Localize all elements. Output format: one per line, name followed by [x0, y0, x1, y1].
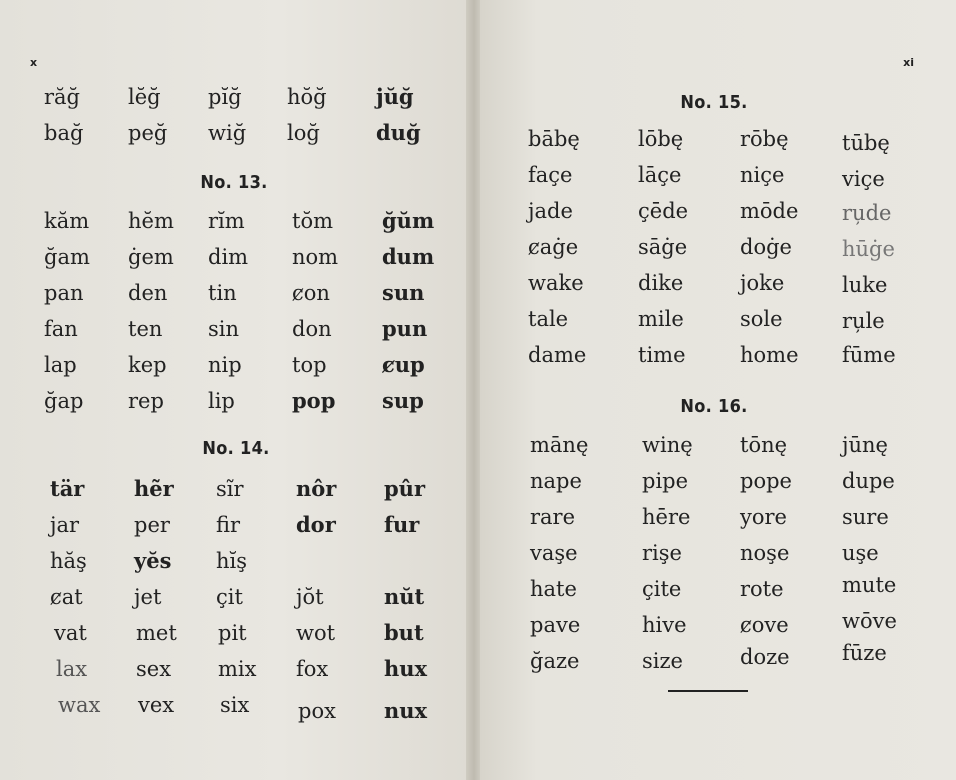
word: tin [208, 281, 237, 305]
word: size [642, 649, 683, 673]
word: nom [292, 245, 339, 269]
word: vaşe [530, 541, 578, 565]
word: viçe [842, 167, 885, 191]
word: nôr [296, 476, 337, 501]
right-page [480, 0, 956, 780]
word: time [638, 343, 686, 367]
word: lap [44, 353, 77, 377]
word: met [136, 621, 177, 645]
word: tär [50, 476, 85, 501]
word: dim [208, 245, 249, 269]
word: sole [740, 307, 783, 331]
word: six [220, 693, 250, 717]
word: wōve [842, 609, 897, 633]
word: but [384, 620, 424, 645]
word: bābę [528, 127, 580, 151]
word: hẽr [134, 476, 174, 501]
word: duğ [376, 120, 421, 145]
word: pop [292, 388, 336, 413]
word: rĭm [208, 209, 245, 233]
word: fūme [842, 343, 896, 367]
word: den [128, 281, 168, 305]
word: pûr [384, 476, 426, 501]
word: rote [740, 577, 784, 601]
word: wiğ [208, 121, 247, 145]
word: pit [218, 621, 247, 645]
word: mile [638, 307, 684, 331]
word: jade [528, 199, 573, 223]
word: jŭğ [376, 84, 414, 109]
word: ȼon [292, 281, 330, 305]
word: ru̦de [842, 201, 892, 225]
word: noşe [740, 541, 790, 565]
word: fir [216, 513, 241, 537]
word: sĩr [216, 477, 244, 501]
word: hăş [50, 549, 87, 573]
word: ȼat [50, 585, 83, 609]
section-heading-14: No. 14. [202, 438, 270, 459]
word: ȼaġe [528, 235, 579, 259]
word: çit [216, 585, 243, 609]
word: pun [382, 316, 428, 341]
word: nŭt [384, 584, 425, 609]
word: yĕs [134, 548, 172, 573]
word: tale [528, 307, 569, 331]
end-rule [668, 690, 748, 692]
word: hūġe [842, 237, 895, 261]
word: peğ [128, 121, 168, 145]
word: sure [842, 505, 889, 529]
section-heading-13: No. 13. [200, 172, 268, 193]
word: fan [44, 317, 78, 341]
word: ğap [44, 389, 84, 413]
word: lāçe [638, 163, 682, 187]
word: uşe [842, 541, 879, 565]
word: hĭş [216, 549, 248, 573]
word: wot [296, 621, 336, 645]
word: ğaze [530, 649, 580, 673]
word: ğam [44, 245, 90, 269]
word: luke [842, 273, 888, 297]
word: pope [740, 469, 792, 493]
word: niçe [740, 163, 785, 187]
section-heading-16: No. 16. [680, 396, 748, 417]
word: rişe [642, 541, 682, 565]
left-page [0, 0, 468, 780]
word: ğŭm [382, 208, 435, 233]
word: joke [740, 271, 785, 295]
word: lip [208, 389, 235, 413]
word: fur [384, 512, 420, 537]
word: bağ [44, 121, 84, 145]
word: tŏm [292, 209, 333, 233]
word: hĕm [128, 209, 174, 233]
word: nape [530, 469, 582, 493]
word: kăm [44, 209, 90, 233]
word: rōbę [740, 127, 789, 151]
word: mānę [530, 433, 589, 457]
word: sun [382, 280, 425, 305]
page-number: x [30, 56, 38, 69]
word: rep [128, 389, 164, 413]
word: rare [530, 505, 576, 529]
page-number: xi [903, 56, 914, 69]
word: sex [136, 657, 172, 681]
word: pĭğ [208, 85, 242, 109]
word: hive [642, 613, 687, 637]
word: dor [296, 512, 336, 537]
word: pipe [642, 469, 689, 493]
word: jet [134, 585, 162, 609]
word: dame [528, 343, 587, 367]
word: nux [384, 698, 428, 723]
word: lax [56, 657, 88, 681]
word: hŏğ [287, 85, 327, 109]
word: lĕğ [128, 85, 161, 109]
word: mōde [740, 199, 799, 223]
word: fūze [842, 641, 887, 665]
word: winę [642, 433, 693, 457]
word: wax [58, 693, 101, 717]
word: jar [50, 513, 80, 537]
word: çite [642, 577, 682, 601]
word: vex [138, 693, 175, 717]
word: lōbę [638, 127, 684, 151]
word: ȼove [740, 613, 789, 637]
word: yore [740, 505, 787, 529]
word: hēre [642, 505, 691, 529]
word: per [134, 513, 170, 537]
word: home [740, 343, 799, 367]
word: dupe [842, 469, 895, 493]
word: don [292, 317, 332, 341]
word: mix [218, 657, 257, 681]
word: tōnę [740, 433, 788, 457]
word: sin [208, 317, 240, 341]
word: mute [842, 573, 897, 597]
word: jŏt [296, 585, 324, 609]
word: pox [298, 699, 336, 723]
section-heading-15: No. 15. [680, 92, 748, 113]
word: jūnę [842, 433, 888, 457]
word: răğ [44, 85, 81, 109]
word: tūbę [842, 131, 890, 155]
word: kep [128, 353, 167, 377]
word: ȼup [382, 352, 425, 377]
word: pave [530, 613, 581, 637]
word: dike [638, 271, 684, 295]
word: ru̦le [842, 309, 885, 333]
word: ten [128, 317, 163, 341]
word: vat [54, 621, 87, 645]
word: doze [740, 645, 790, 669]
word: fox [296, 657, 329, 681]
word: hate [530, 577, 577, 601]
word: façe [528, 163, 573, 187]
word: pan [44, 281, 84, 305]
word: ġem [128, 245, 174, 269]
word: sāġe [638, 235, 688, 259]
word: doġe [740, 235, 792, 259]
word: sup [382, 388, 424, 413]
word: hux [384, 656, 428, 681]
word: çēde [638, 199, 689, 223]
word: wake [528, 271, 584, 295]
word: nip [208, 353, 242, 377]
word: top [292, 353, 327, 377]
word: dum [382, 244, 435, 269]
word: loğ [287, 121, 320, 145]
